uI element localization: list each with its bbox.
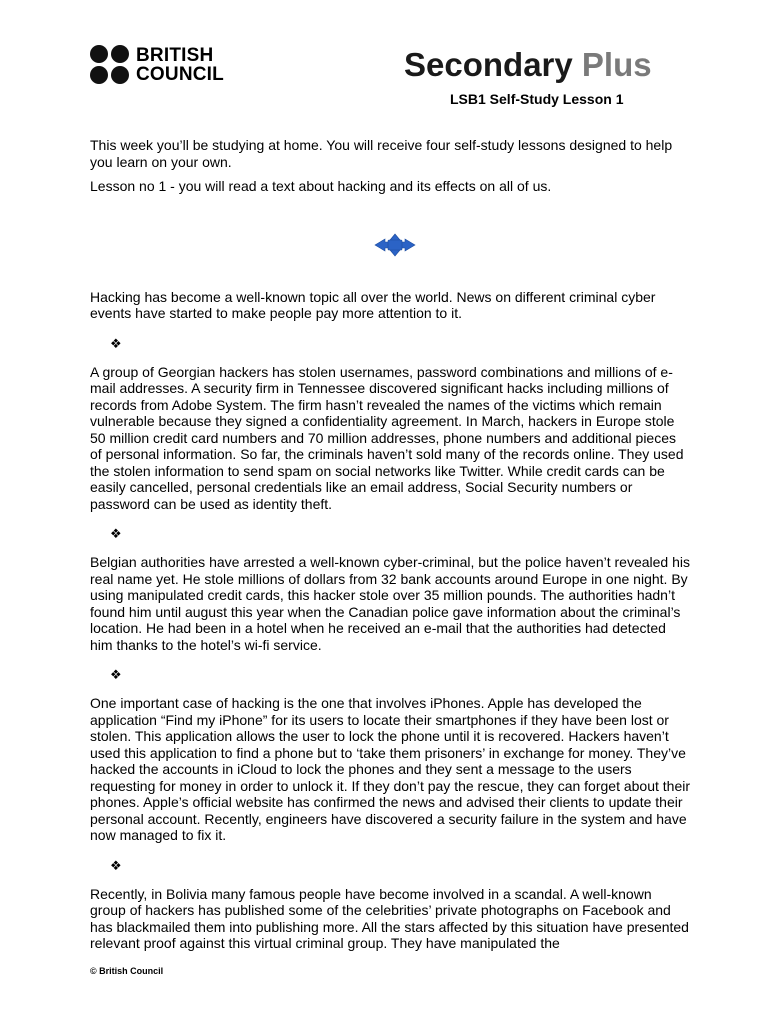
logo-dots-icon xyxy=(90,45,129,84)
logo-wordmark xyxy=(136,46,224,84)
brand-main: Secondary xyxy=(404,46,573,83)
lesson-title: LSB1 Self-Study Lesson 1 xyxy=(450,91,624,107)
document-body xyxy=(90,137,690,952)
diamond-bullet-icon: ❖ xyxy=(110,526,122,541)
article-paragraph-4: One important case of hacking is the one that involves iPhones. Apple has developed the application “Find my iPhone” for its users to locate their smartphones if they have been lost or stolen. This application allows the user to lock the phone until it is recovered. Hackers haven’t used this application to find a phone but to ‘take them prisoners’ in exchange for money. They’ve hacked the accounts in iCloud to lock the phones and they sent a message to the users requesting for money in order to unlock it. If they don’t pay the rescue, they can forget about their phones. Apple’s official website has confirmed the news and advised their clients to update their personal account. Recently, engineers have discovered a security failure in the system and have now managed to fix it. xyxy=(90,695,691,843)
logo-line-2: COUNCIL xyxy=(136,63,224,85)
intro-paragraph-1: This week you’ll be studying at home. You will receive four self-study lessons designed to help you learn on your own. xyxy=(90,137,673,170)
diamond-bullet-icon: ❖ xyxy=(110,335,122,351)
diamond-bullet-icon: ❖ xyxy=(110,667,122,682)
secondary-plus-brand xyxy=(404,42,652,88)
intro-paragraph-2: Lesson no 1 - you will read a text about hacking and its effects on all of us. xyxy=(90,178,552,194)
footer-copyright: © British Council xyxy=(90,966,164,976)
brand-accent: Plus xyxy=(581,46,652,83)
article-paragraph-5: Recently, in Bolivia many famous people have become involved in a scandal. A well-known group of hackers has published some of the celebrities’ private photographs on Facebook and has blackmailed them into publishing more. All the stars affected by this situation have presented relevant proof against this virtual criminal group. They have manipulated the xyxy=(90,885,689,951)
logo-line-1: BRITISH xyxy=(136,44,214,66)
diamond-bullet-icon: ❖ xyxy=(110,857,122,873)
british-council-logo xyxy=(90,45,224,84)
article-paragraph-1: Hacking has become a well-known topic all over the world. News on different criminal cyber events have started to make people pay more attention to it. xyxy=(90,288,656,321)
article-paragraph-3: Belgian authorities have arrested a well-known cyber-criminal, but the police haven’t revealed his real name yet. He stole millions of dollars from 32 bank accounts around Europe in one night. By using manipulated credit cards, this hacker stole over 35 million pounds. The authorities hadn’t found him until august this year when the Canadian police gave information about the criminal’s location. He had been in a hotel when he received an e-mail that the authorities had detected him thanks to the hotel’s wi-fi service. xyxy=(90,554,690,653)
four-arrow-diamond-icon xyxy=(90,233,690,257)
article-paragraph-2: A group of Georgian hackers has stolen usernames, password combinations and millions of e-mail addresses. A security firm in Tennessee discovered significant hacks including millions of records from Adobe System. The firm hasn’t revealed the names of the victims which remain vulnerable because they signed a confidentiality agreement. In March, hackers in Europe stole 50 million credit card numbers and 70 million addresses, phone numbers and additional pieces of personal information. So far, the criminals haven’t sold many of the records online. They used the stolen information to send spam on social networks like Twitter. While credit cards can be easily cancelled, personal credentials like an email address, Social Security numbers or password can be used as identity theft. xyxy=(90,363,684,512)
